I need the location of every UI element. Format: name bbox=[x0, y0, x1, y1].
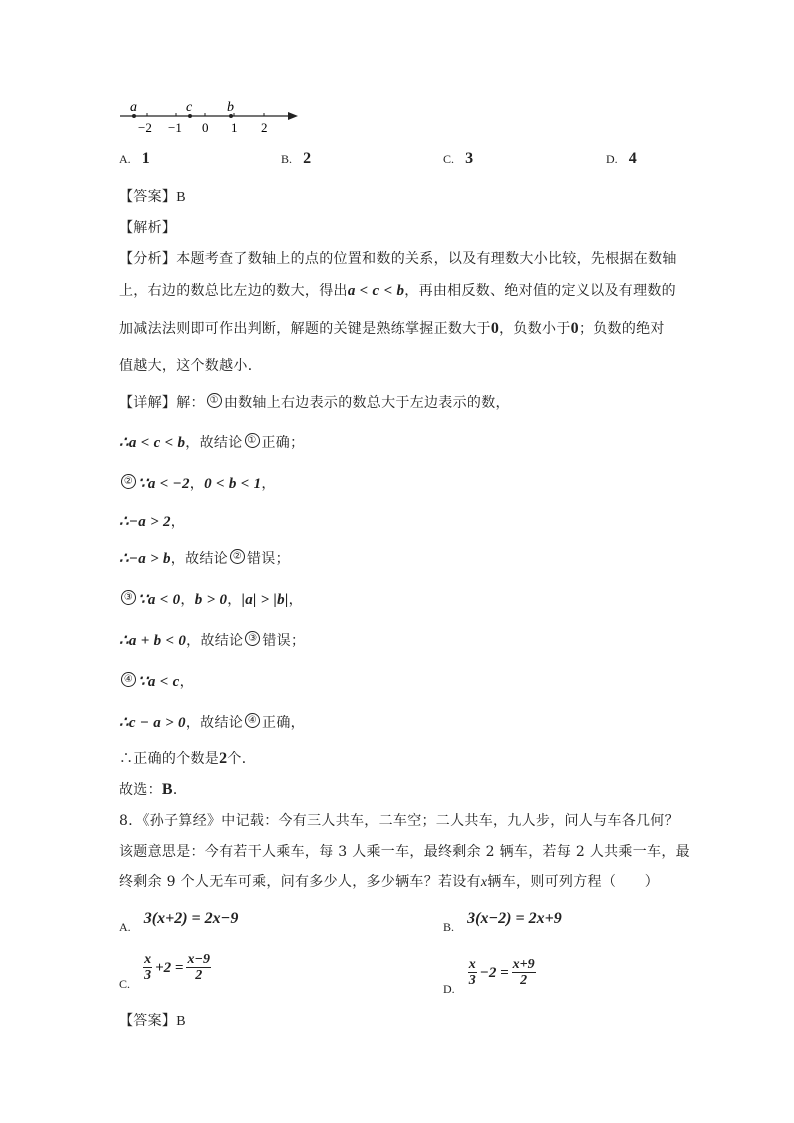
q8-option-a bbox=[119, 908, 238, 935]
denominator: 2 bbox=[520, 973, 528, 988]
option-letter: A. bbox=[119, 920, 131, 934]
axis-arrow-icon bbox=[288, 112, 298, 120]
option-c bbox=[443, 148, 473, 168]
math-expr: 2 bbox=[219, 750, 228, 767]
math-expr: b > 0 bbox=[194, 592, 228, 608]
detail-text: 故选： bbox=[119, 782, 162, 798]
detail-text: 错误； bbox=[262, 633, 306, 649]
detail-text: 解： bbox=[176, 395, 205, 411]
detail-text: ， bbox=[189, 476, 205, 492]
tick-label: 0 bbox=[202, 120, 209, 135]
answer-tag: 【答案】 bbox=[119, 189, 177, 205]
option-letter: B. bbox=[281, 152, 293, 166]
circled-number: ② bbox=[230, 549, 245, 564]
denominator: 2 bbox=[195, 968, 203, 983]
math-expr: 0 bbox=[490, 320, 500, 337]
detail-text: 正确； bbox=[261, 435, 305, 451]
equation-mid: −2 = bbox=[479, 965, 509, 981]
math-expr: a < c < b bbox=[347, 283, 405, 299]
circled-number: ① bbox=[207, 393, 222, 408]
math-expr: B bbox=[161, 781, 173, 798]
math-expr: ∴−a > b bbox=[119, 551, 171, 567]
q8-stem-line-1: 8．《孙子算经》中记载：今有三人共车，二车空；二人共车，九人步，问人与车各几何？ bbox=[119, 813, 679, 829]
equation: 3(x+2) = 2x−9 bbox=[143, 910, 239, 927]
q8-answer-line bbox=[119, 1010, 186, 1030]
fenxi-text: 上，右边的数总比左边的数大，得出 bbox=[119, 283, 348, 299]
detail-text: ， bbox=[261, 476, 276, 492]
option-letter: C. bbox=[443, 152, 455, 166]
tick-label: −1 bbox=[168, 120, 182, 135]
math-expr: ∴−a > 2 bbox=[119, 514, 171, 530]
math-expr: 0 bbox=[570, 320, 579, 337]
circled-number: ① bbox=[245, 433, 260, 448]
answer-line bbox=[119, 186, 186, 206]
circled-number: ② bbox=[121, 474, 136, 489]
numerator: x bbox=[468, 957, 476, 972]
detail-text: ， bbox=[288, 592, 303, 608]
option-value: 1 bbox=[141, 150, 150, 167]
detail-line-9 bbox=[119, 712, 305, 732]
detail-line-8 bbox=[119, 671, 194, 691]
math-expr: 0 < b < 1 bbox=[204, 476, 262, 492]
fenxi-line-1 bbox=[119, 248, 677, 268]
equation: 3(x−2) = 2x+9 bbox=[467, 910, 562, 927]
detail-line-11 bbox=[119, 779, 187, 799]
fenxi-text: ，再由相反数、绝对值的定义以及有理数的 bbox=[404, 283, 676, 299]
option-letter: D. bbox=[606, 152, 618, 166]
answer-value: B bbox=[176, 1014, 186, 1029]
detail-text: ， bbox=[180, 592, 195, 608]
detail-text: ． bbox=[172, 782, 188, 798]
fraction bbox=[512, 957, 536, 988]
detail-text: ， bbox=[227, 592, 242, 608]
option-letter: D. bbox=[443, 982, 455, 996]
tick-label: −2 bbox=[138, 120, 152, 135]
q8-stem-line-2: 该题意思是：今有若干人乘车，每 3 人乘一车，最终剩余 2 辆车，若每 2 人共乘一车，最 bbox=[119, 844, 690, 860]
fraction bbox=[186, 952, 210, 983]
fraction bbox=[468, 957, 477, 988]
detail-line-5 bbox=[119, 548, 290, 568]
stem-text: 终剩余 9 个人无车可乘，问有多少人，多少辆车？若设有 bbox=[119, 874, 481, 890]
stem-text: 辆车，则可列方程（ ） bbox=[487, 874, 660, 890]
detail-text: 正确， bbox=[262, 715, 305, 731]
detail-text: ∴正确的个数是 bbox=[119, 751, 220, 767]
option-value: 4 bbox=[628, 150, 637, 167]
analysis-heading: 【解析】 bbox=[119, 220, 177, 236]
detail-text: 错误； bbox=[246, 551, 290, 567]
math-expr: |a| > |b| bbox=[241, 592, 289, 608]
detail-line-3 bbox=[119, 473, 276, 493]
detail-line-1 bbox=[119, 392, 510, 412]
point-label-b: b bbox=[227, 100, 234, 115]
fenxi-line-4: 值越大，这个数越小． bbox=[119, 358, 262, 374]
math-expr: ∵a < −2 bbox=[138, 476, 190, 492]
fenxi-line-2 bbox=[119, 280, 676, 300]
option-letter: C. bbox=[119, 977, 131, 991]
fenxi-text: 本题考查了数轴上的点的位置和数的关系，以及有理数大小比较，先根据在数轴 bbox=[176, 251, 677, 267]
detail-text: ， bbox=[170, 514, 186, 530]
answer-value: B bbox=[176, 190, 186, 205]
detail-text: ， bbox=[179, 674, 194, 690]
denominator: 3 bbox=[144, 968, 152, 983]
fraction bbox=[143, 952, 152, 983]
q8-option-c bbox=[119, 952, 211, 992]
fenxi-text: ；负数的绝对 bbox=[578, 321, 665, 337]
math-expr: ∵a < c bbox=[138, 674, 180, 690]
detail-line-7 bbox=[119, 630, 305, 650]
circled-number: ③ bbox=[121, 590, 136, 605]
math-expr: ∴a + b < 0 bbox=[119, 633, 187, 649]
fenxi-text: 加减法法则即可作出判断，解题的关键是熟练掌握正数大于 bbox=[119, 321, 491, 337]
option-letter: B. bbox=[443, 920, 455, 934]
numerator: x+9 bbox=[512, 957, 535, 972]
q8-stem-line-3 bbox=[119, 871, 659, 891]
option-d bbox=[606, 148, 637, 168]
detail-text: ，故结论 bbox=[185, 435, 243, 451]
number-line-figure bbox=[118, 96, 308, 138]
numerator: x−9 bbox=[187, 952, 210, 967]
detail-text: ，故结论 bbox=[185, 715, 244, 731]
circled-number: ④ bbox=[121, 672, 136, 687]
variable-x: x bbox=[480, 875, 488, 890]
detail-line-4 bbox=[119, 511, 185, 531]
detail-text: ，故结论 bbox=[186, 633, 244, 649]
math-expr: ∴a < c < b bbox=[119, 435, 186, 451]
detail-line-10 bbox=[119, 748, 256, 768]
equation-mid: +2 = bbox=[155, 960, 184, 976]
math-expr: ∵a < 0 bbox=[138, 592, 181, 608]
circled-number: ③ bbox=[245, 631, 260, 646]
circled-number: ④ bbox=[245, 713, 260, 728]
q8-option-b bbox=[443, 908, 562, 935]
option-b bbox=[281, 148, 311, 168]
option-letter: A. bbox=[119, 152, 131, 166]
option-value: 2 bbox=[303, 150, 312, 167]
fenxi-line-3 bbox=[119, 318, 665, 338]
q8-option-d bbox=[443, 957, 536, 997]
tick-label: 1 bbox=[231, 120, 238, 135]
fenxi-text: ，负数小于 bbox=[499, 321, 571, 337]
option-a bbox=[119, 148, 150, 168]
point-label-a: a bbox=[130, 100, 137, 115]
detail-tag: 【详解】 bbox=[119, 395, 177, 411]
tick-label: 2 bbox=[261, 120, 268, 135]
fenxi-tag: 【分析】 bbox=[119, 251, 177, 267]
detail-text: 由数轴上右边表示的数总大于左边表示的数， bbox=[223, 395, 510, 411]
answer-tag: 【答案】 bbox=[119, 1013, 177, 1029]
point-label-c: c bbox=[186, 100, 193, 115]
detail-line-2 bbox=[119, 432, 304, 452]
detail-text: ，故结论 bbox=[170, 551, 228, 567]
numerator: x bbox=[144, 952, 152, 967]
option-value: 3 bbox=[465, 150, 474, 167]
detail-text: 个． bbox=[227, 751, 257, 767]
math-expr: ∴c − a > 0 bbox=[119, 715, 186, 731]
denominator: 3 bbox=[468, 973, 476, 988]
detail-line-6 bbox=[119, 589, 303, 609]
